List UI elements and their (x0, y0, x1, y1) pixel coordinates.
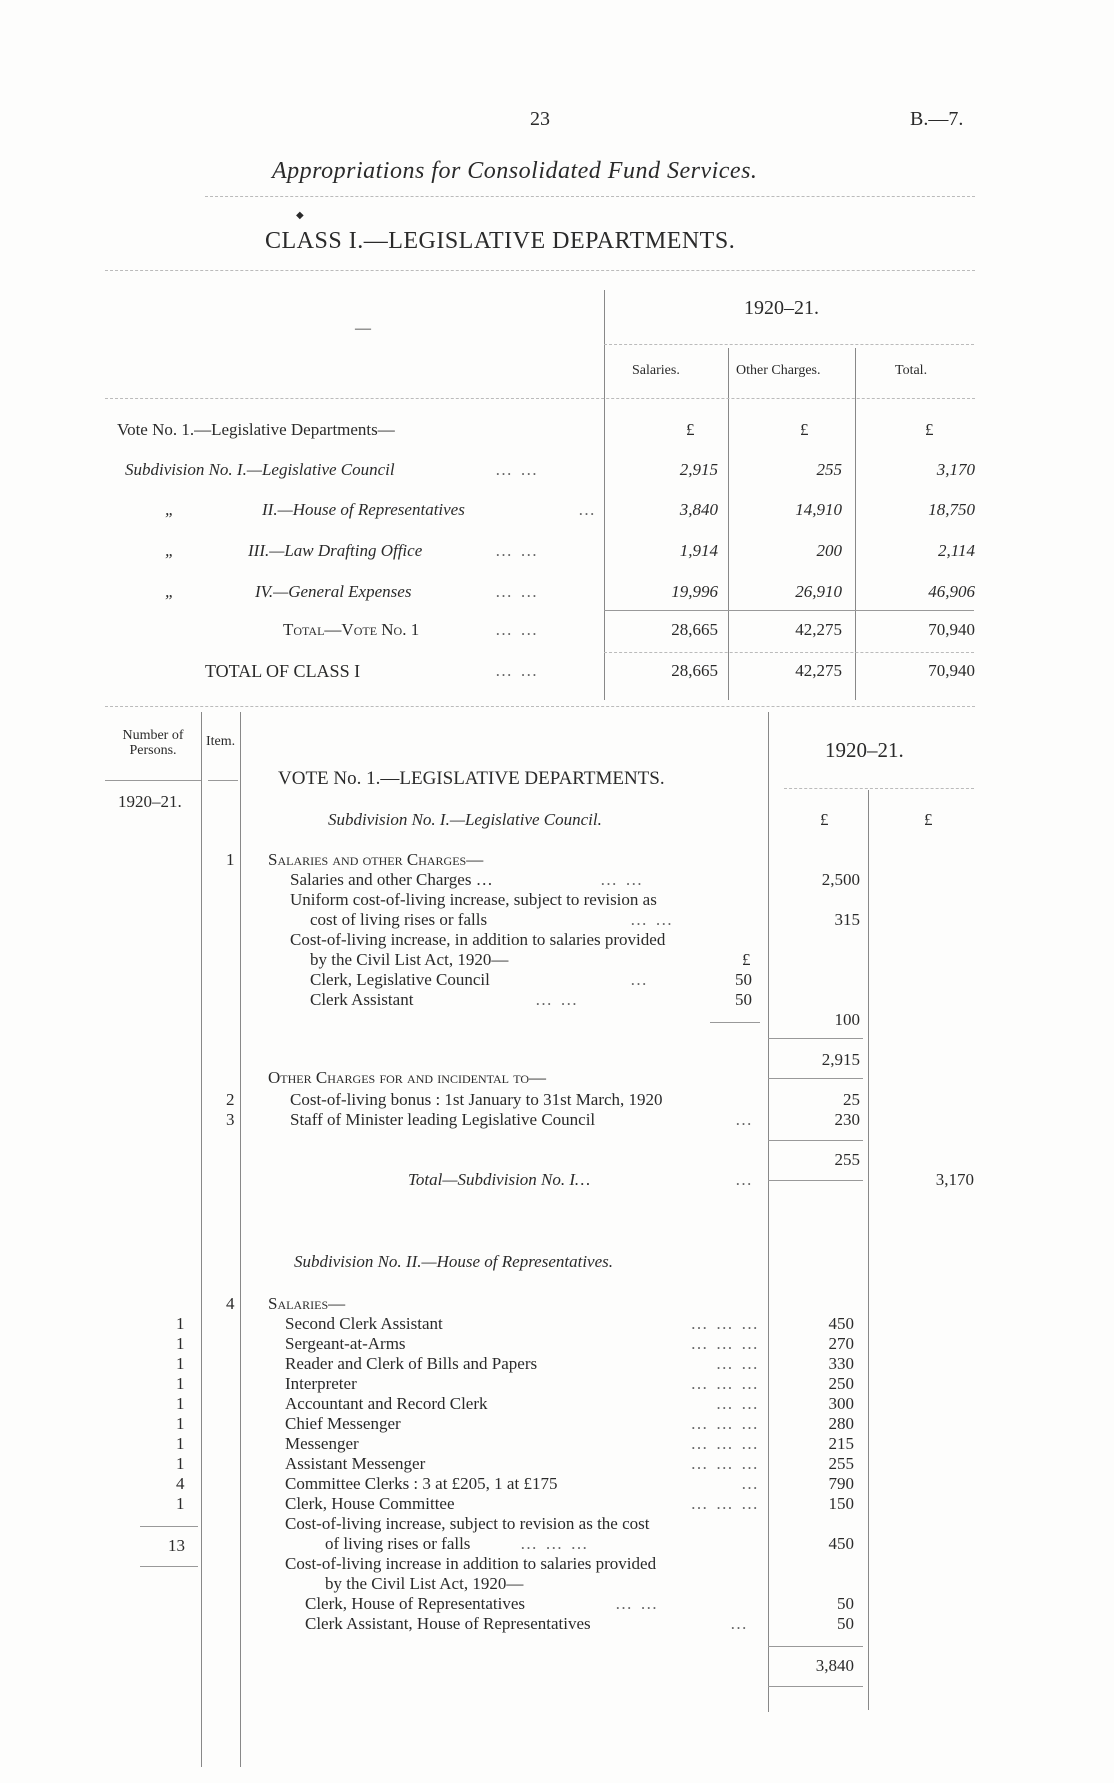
salaries-heading: Salaries and other Charges— (268, 850, 484, 869)
item-number: 2 (226, 1090, 235, 1109)
sum-rule (768, 1078, 863, 1079)
subdivision-1-total-label: Total—Subdivision No. I… (408, 1170, 591, 1189)
line-civil-list-cont: by the Civil List Act, 1920— (310, 950, 509, 969)
ditto-mark: „ (165, 541, 175, 560)
summary-col-other: Other Charges. (736, 363, 821, 378)
summary-row-salaries: 3,840 (679, 500, 718, 519)
line-clerk-assistant-house: Clerk Assistant, House of Representatives (305, 1614, 591, 1633)
line-civil-list: Cost-of-living increase, in addition to salaries provided (290, 930, 666, 949)
summary-col-divider-1 (728, 348, 729, 700)
title-rule (205, 196, 975, 197)
detail-year-rule (784, 788, 974, 789)
persons-count: 1 (176, 1314, 185, 1333)
summary-row-label: IV.—General Expenses (255, 582, 412, 601)
persons-count: 1 (176, 1414, 185, 1433)
sum-rule (768, 1180, 863, 1181)
col-item: Item. (206, 734, 236, 749)
class-title: CLASS I.—LEGISLATIVE DEPARTMENTS. (265, 228, 736, 254)
ditto-mark: „ (165, 582, 175, 601)
leader-dots: … … … (690, 1434, 760, 1453)
line-salaries: Salaries and other Charges … (290, 870, 493, 889)
summary-row-label: III.—Law Drafting Office (248, 541, 423, 560)
salary-row-amount: 215 (828, 1434, 854, 1453)
item-number: 4 (226, 1294, 235, 1313)
summary-stub-dash: — (355, 320, 371, 337)
leader-dots: … … (715, 1394, 760, 1413)
summary-row-other: 200 (816, 541, 842, 560)
salary-row-label: Committee Clerks : 3 at £205, 1 at £175 (285, 1474, 558, 1493)
salary-row-label: Chief Messenger (285, 1414, 401, 1433)
summary-row-salaries: 19,996 (671, 582, 718, 601)
summary-row-label: Subdivision No. I.—Legislative Council (125, 460, 395, 479)
persons-sum-rule (140, 1526, 198, 1527)
summary-total-class-total: 70,940 (928, 661, 975, 680)
persons-count: 1 (176, 1394, 185, 1413)
line-staff-minister: Staff of Minister leading Legislative Council (290, 1110, 596, 1129)
sum-rule (768, 1646, 863, 1647)
line-cost-of-living: Cost-of-living increase, subject to revision as the cost (285, 1514, 650, 1533)
summary-col-salaries: Salaries. (632, 363, 680, 378)
salaries-heading: Salaries— (268, 1294, 346, 1313)
subdivision-1-title: Subdivision No. I.—Legislative Council. (328, 810, 602, 829)
leader-dots: … … (615, 1594, 660, 1613)
line-clerk-house: Clerk, House of Representatives (305, 1594, 525, 1613)
salary-row-amount: 300 (828, 1394, 854, 1413)
persons-count: 1 (176, 1334, 185, 1353)
amount: 25 (843, 1090, 860, 1109)
leader-dots: … … (495, 582, 540, 601)
leader-dots: … (578, 500, 597, 519)
page-title: Appropriations for Consolidated Fund Services. (272, 158, 758, 184)
salary-row-amount: 250 (828, 1374, 854, 1393)
class-rule (105, 270, 975, 271)
salary-row-label: Assistant Messenger (285, 1454, 426, 1473)
leader-dots: … (741, 1474, 760, 1493)
amount: 450 (828, 1534, 854, 1553)
detail-year: 1920–21. (825, 738, 904, 762)
amount-subtotal: 3,840 (815, 1656, 854, 1675)
salary-row-label: Reader and Clerk of Bills and Papers (285, 1354, 538, 1373)
persons-col-divider (201, 712, 202, 1767)
amount: 315 (834, 910, 860, 929)
salary-row-amount: 280 (828, 1414, 854, 1433)
line-clerk-assistant: Clerk Assistant (310, 990, 414, 1009)
line-civil-list: Cost-of-living increase in addition to salaries provided (285, 1554, 657, 1573)
summary-total-vote-salaries: 28,665 (671, 620, 718, 639)
persons-total: 13 (168, 1536, 185, 1555)
amount: 100 (834, 1010, 860, 1029)
subdivision-1-total: 3,170 (935, 1170, 974, 1189)
pound-sign: £ (800, 420, 809, 439)
leader-dots: … (735, 1170, 754, 1189)
salary-row-label: Accountant and Record Clerk (285, 1394, 488, 1413)
sum-rule (768, 1038, 863, 1039)
amount-subcol-divider (868, 790, 869, 1710)
leader-dots: … … … (690, 1414, 760, 1433)
leader-dots: … … (495, 620, 540, 639)
salary-row-amount: 255 (828, 1454, 854, 1473)
pound-sign: £ (686, 420, 695, 439)
salary-row-label: Second Clerk Assistant (285, 1314, 443, 1333)
leader-dots: … … … (690, 1334, 760, 1353)
leader-dots: … (735, 1110, 754, 1129)
item-header-rule (208, 780, 238, 781)
sum-rule (604, 652, 974, 653)
section-rule (105, 706, 975, 707)
other-charges-heading: Other Charges for and incidental to— (268, 1068, 547, 1087)
summary-row-label: II.—House of Representatives (262, 500, 465, 519)
leader-dots: … … (495, 541, 540, 560)
leader-dots: … … (600, 870, 645, 889)
amount: 230 (834, 1110, 860, 1129)
ditto-mark: „ (165, 500, 175, 519)
amount: 50 (837, 1614, 854, 1633)
leader-dots: … … (535, 990, 580, 1009)
salary-row-label: Interpreter (285, 1374, 357, 1393)
bullet-mark: ◆ (296, 210, 304, 221)
salary-row-label: Messenger (285, 1434, 359, 1453)
persons-count: 1 (176, 1354, 185, 1373)
sub-amount: 50 (735, 990, 752, 1009)
leader-dots: … … … (690, 1454, 760, 1473)
amount-subtotal: 255 (834, 1150, 860, 1169)
persons-header-rule (105, 780, 201, 781)
leader-dots: … (730, 1614, 749, 1633)
leader-dots: … … (495, 460, 540, 479)
summary-row-total: 2,114 (938, 541, 975, 560)
summary-year-rule (604, 344, 974, 345)
leader-dots: … … (495, 661, 540, 680)
pound-sign: £ (742, 950, 751, 969)
summary-total-class-other: 42,275 (795, 661, 842, 680)
summary-row-total: 3,170 (936, 460, 975, 479)
leader-dots: … … (715, 1354, 760, 1373)
col-number-of-persons: Number of Persons. (122, 728, 184, 758)
persons-sum-rule (140, 1566, 198, 1567)
salary-row-label: Sergeant-at-Arms (285, 1334, 406, 1353)
line-cost-of-living-cont: cost of living rises or falls (310, 910, 488, 929)
document-reference: B.—7. (910, 108, 964, 130)
item-number: 3 (226, 1110, 235, 1129)
leader-dots: … … … (690, 1494, 760, 1513)
sum-rule (768, 1140, 863, 1141)
salary-row-amount: 790 (828, 1474, 854, 1493)
page-number: 23 (530, 108, 550, 130)
persons-count: 4 (176, 1474, 185, 1493)
summary-total-vote-other: 42,275 (795, 620, 842, 639)
sum-rule (604, 610, 974, 611)
summary-row-other: 14,910 (795, 500, 842, 519)
leader-dots: … … … (690, 1374, 760, 1393)
summary-row-other: 255 (816, 460, 842, 479)
pound-sign: £ (924, 810, 933, 829)
line-cost-of-living: Uniform cost-of-living increase, subject to revision as (290, 890, 657, 909)
vote-title: VOTE No. 1.—LEGISLATIVE DEPARTMENTS. (278, 768, 665, 789)
leader-dots: … … … (690, 1314, 760, 1333)
summary-year: 1920–21. (744, 297, 819, 319)
amount: 2,500 (821, 870, 860, 889)
salary-row-amount: 330 (828, 1354, 854, 1373)
subdivision-2-title: Subdivision No. II.—House of Representatives. (294, 1252, 614, 1271)
line-clerk-lc: Clerk, Legislative Council (310, 970, 490, 989)
leader-dots: … … … (520, 1534, 590, 1553)
summary-total-class-salaries: 28,665 (671, 661, 718, 680)
line-cost-of-living-cont: of living rises or falls (325, 1534, 471, 1553)
summary-row-total: 46,906 (928, 582, 975, 601)
persons-count: 1 (176, 1454, 185, 1473)
salary-row-amount: 150 (828, 1494, 854, 1513)
persons-year: 1920–21. (118, 792, 182, 811)
pound-sign: £ (925, 420, 934, 439)
salary-row-label: Clerk, House Committee (285, 1494, 455, 1513)
summary-row-salaries: 2,915 (679, 460, 718, 479)
line-bonus: Cost-of-living bonus : 1st January to 31st March, 1920 (290, 1090, 663, 1109)
persons-count: 1 (176, 1434, 185, 1453)
summary-row-salaries: 1,914 (679, 541, 718, 560)
summary-total-class-label: TOTAL OF CLASS I (205, 661, 361, 681)
persons-count: 1 (176, 1494, 185, 1513)
summary-col-divider-2 (855, 348, 856, 700)
sum-rule (710, 1022, 760, 1023)
sum-rule (768, 1686, 863, 1687)
pound-sign: £ (820, 810, 829, 829)
leader-dots: … (630, 970, 649, 989)
summary-vote-label: Vote No. 1.—Legislative Departments— (117, 420, 395, 439)
persons-count: 1 (176, 1374, 185, 1393)
salary-row-amount: 270 (828, 1334, 854, 1353)
summary-total-vote-label: Total—Vote No. 1 (283, 620, 420, 639)
line-civil-list-cont: by the Civil List Act, 1920— (325, 1574, 524, 1593)
item-col-divider (240, 712, 241, 1767)
summary-header-rule (105, 398, 975, 399)
amount-subtotal: 2,915 (821, 1050, 860, 1069)
summary-col-total: Total. (895, 363, 928, 378)
item-number: 1 (226, 850, 235, 869)
leader-dots: … … (630, 910, 675, 929)
summary-total-vote-total: 70,940 (928, 620, 975, 639)
summary-row-total: 18,750 (928, 500, 975, 519)
sub-amount: 50 (735, 970, 752, 989)
amount-col-divider (768, 712, 769, 1712)
salary-row-amount: 450 (828, 1314, 854, 1333)
summary-row-other: 26,910 (795, 582, 842, 601)
amount: 50 (837, 1594, 854, 1613)
